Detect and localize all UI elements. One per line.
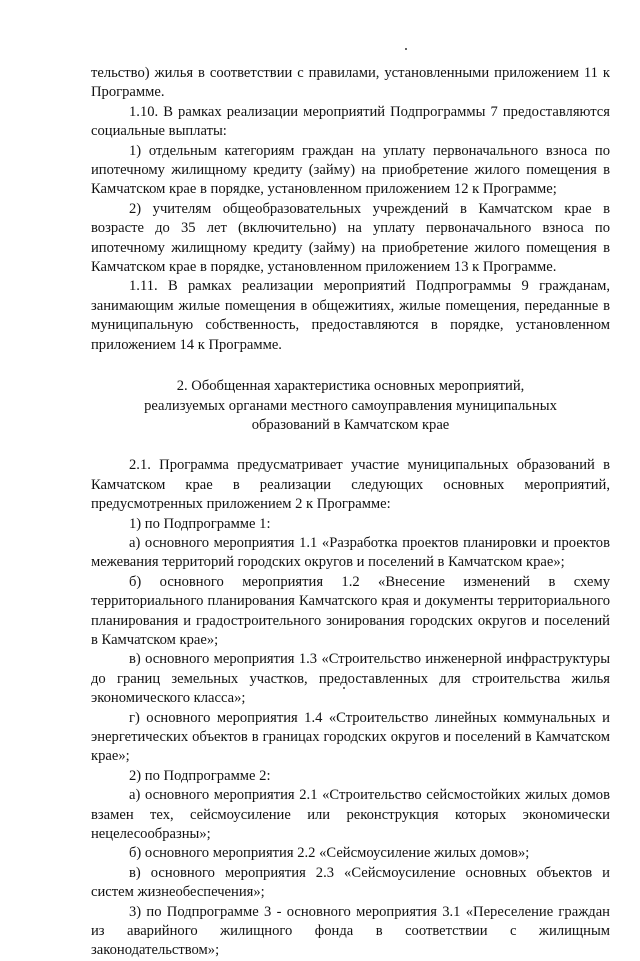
paragraph: тельство) жилья в соответствии с правилами, установленными приложением 11 к Программе.	[91, 65, 610, 101]
list-item: в) основного мероприятия 2.3 «Сейсмоусиление основных объектов и систем жизнеобеспечения»;	[91, 864, 610, 901]
scan-speck	[405, 48, 407, 50]
scan-speck	[343, 687, 345, 689]
body-before-heading	[91, 64, 610, 355]
list-item: 1) по Подпрограмме 1:	[129, 515, 271, 532]
paragraph: 1.11. В рамках реализации мероприятий Подпрограммы 9 гражданам, занимающим жилые помещения в общежитиях, жилые помещения, переданные в муниципальную собственность, предоставляются в порядке, установленном приложением 14 к Программе.	[91, 278, 610, 353]
section-heading-line: образований в Камчатском крае	[251, 416, 450, 433]
list-item: в) основного мероприятия 1.3 «Строительство инженерной инфраструктуры до границ земельных участков, предоставленных для строительства жилья экономического класса»;	[91, 651, 610, 707]
paragraph: 2) учителям общеобразовательных учреждений в Камчатском крае в возрасте до 35 лет (включительно) на уплату первоначального взноса по ипотечному жилищному кредиту (займу) на приобретение жилого помещения в Камчатском крае в порядке, установленном приложением 13 к Программе.	[91, 200, 610, 276]
paragraph: 1.10. В рамках реализации мероприятий Подпрограммы 7 предоставляются социальные выплаты:	[91, 103, 610, 140]
list-item: б) основного мероприятия 1.2 «Внесение изменений в схему территориального планирования Камчатского края и документы территориального планирования и градостроительного зонирования городских округов и поселений в Камчатском крае»;	[91, 573, 610, 648]
list-item: 3) по Подпрограмме 3 - основного мероприятия 3.1 «Переселение граждан из аварийного жилищного фонда в соответствии с жилищным законодательством»;	[91, 903, 610, 959]
section-heading-line: реализуемых органами местного самоуправления муниципальных	[144, 397, 557, 414]
list-item: 2) по Подпрограмме 2:	[129, 767, 271, 784]
paragraph: 1) отдельным категориям граждан на уплату первоначального взноса по ипотечному жилищному кредиту (займу) на приобретение жилого помещения в Камчатском крае в порядке, установленном приложением 12 к Программе;	[91, 142, 610, 198]
body-after-heading	[91, 456, 610, 961]
list-item: а) основного мероприятия 2.1 «Строительство сейсмостойких жилых домов взамен тех, сейсмоусиление или реконструкция которых экономически нецелесообразны»;	[91, 787, 610, 843]
list-item: б) основного мероприятия 2.2 «Сейсмоусиление жилых домов»;	[129, 845, 530, 862]
list-item: г) основного мероприятия 1.4 «Строительство линейных коммунальных и энергетических объектов в границах городских округов и поселений в Камчатском крае»;	[91, 709, 610, 765]
paragraph: 2.1. Программа предусматривает участие муниципальных образований в Камчатском крае в реализации следующих основных мероприятий, предусмотренных приложением 2 к Программе:	[91, 457, 610, 513]
section-heading-line: 2. Обобщенная характеристика основных мероприятий,	[176, 378, 525, 395]
list-item: а) основного мероприятия 1.1 «Разработка проектов планировки и проектов межевания территорий городских округов и поселений в Камчатском крае»;	[91, 534, 610, 571]
section-heading	[91, 377, 610, 435]
